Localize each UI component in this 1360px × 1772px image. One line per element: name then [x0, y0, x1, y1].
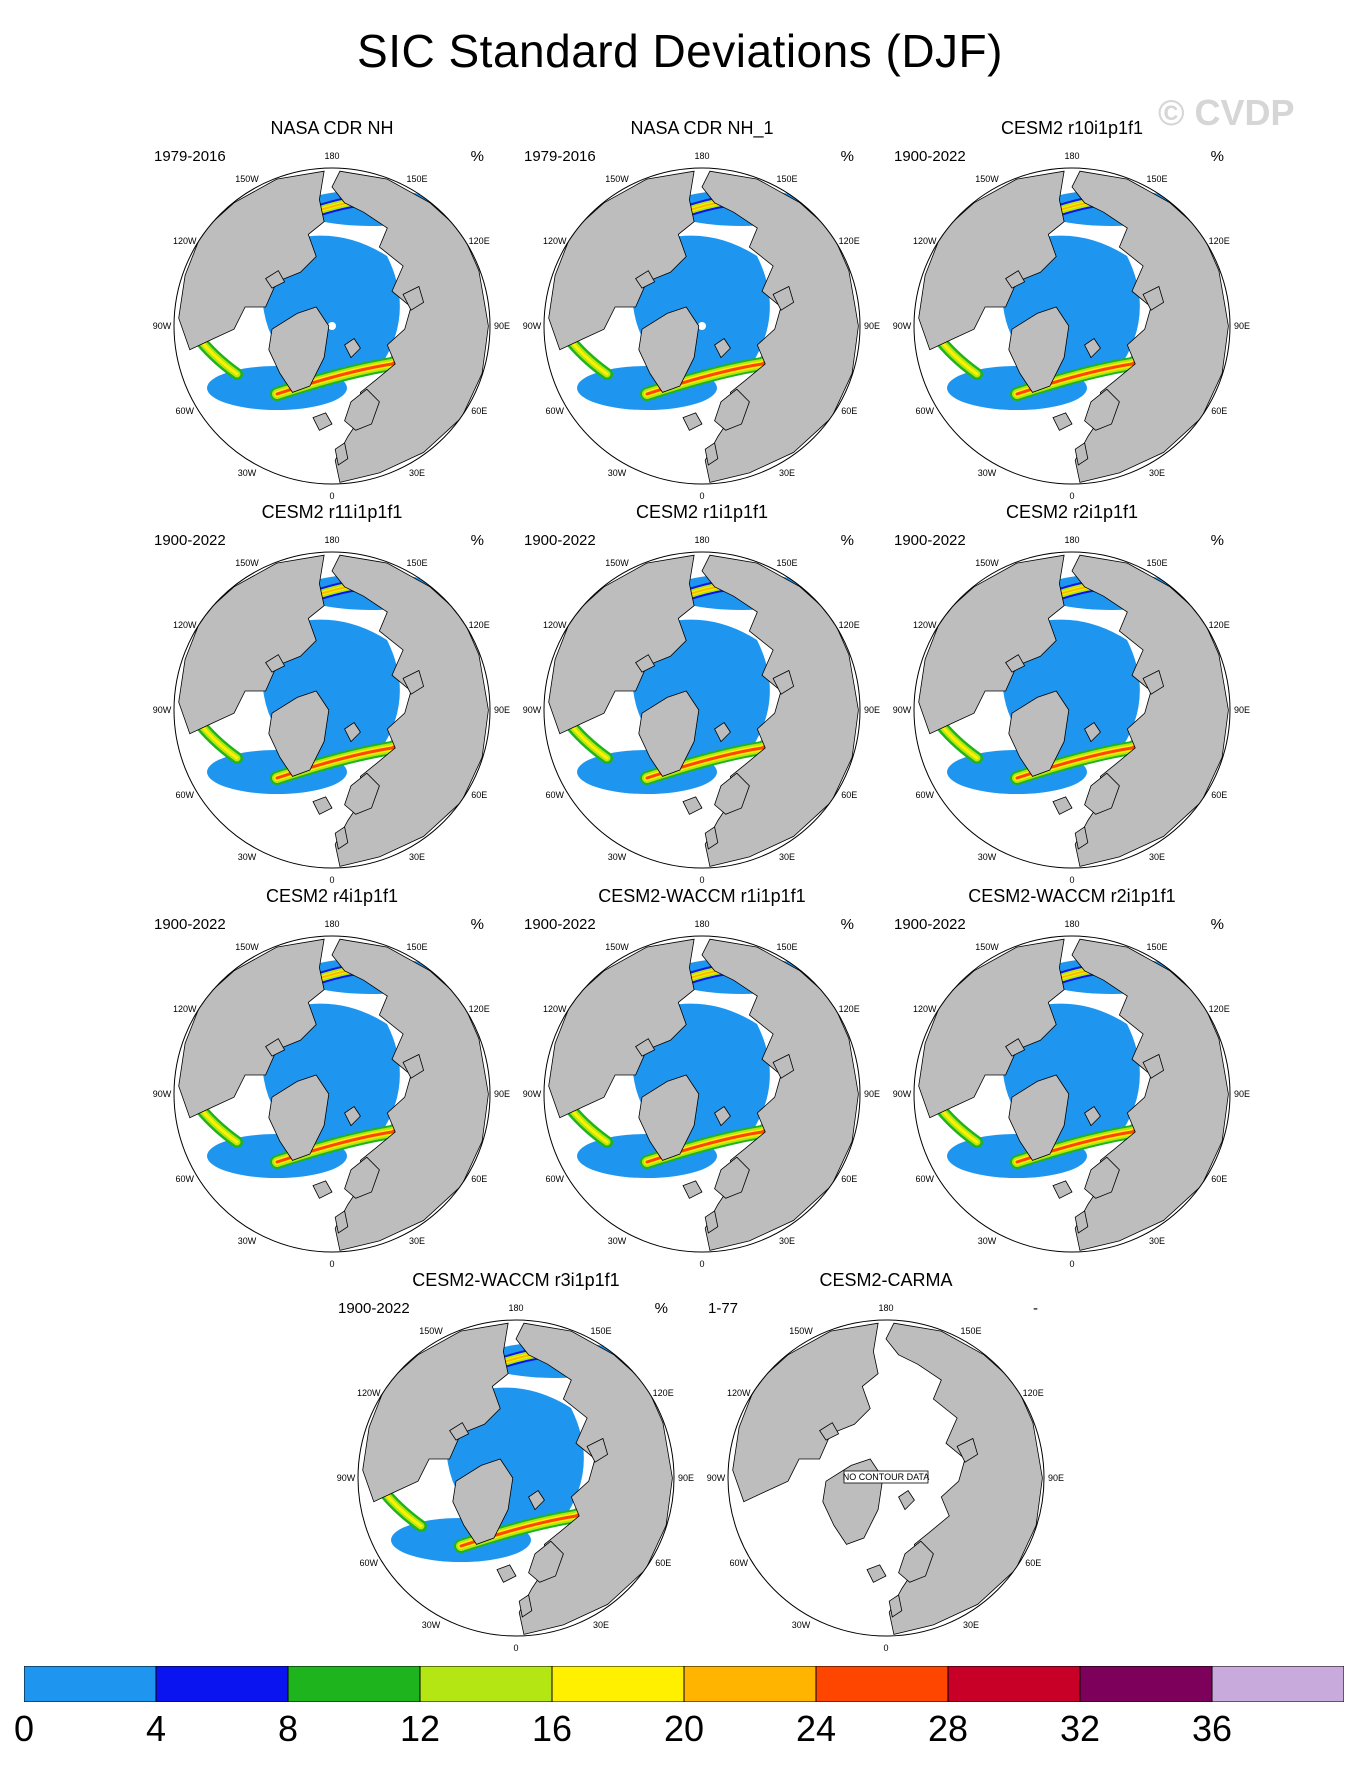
colorbar-bin: [156, 1666, 288, 1702]
lon-label: 30W: [977, 1236, 997, 1247]
lon-label: 150E: [406, 557, 428, 568]
lon-label: 150W: [605, 173, 629, 184]
lon-label: 90W: [522, 321, 542, 331]
lon-label: 60E: [471, 406, 488, 416]
lon-label: 30E: [778, 468, 796, 479]
lon-label: 0: [329, 875, 335, 885]
colorbar-bin: [1212, 1666, 1344, 1702]
lon-label: 30W: [237, 1236, 257, 1247]
map-panel: [522, 118, 882, 501]
lon-label: 30E: [1148, 1236, 1166, 1247]
lon-label: 120E: [652, 1388, 674, 1398]
colorbar-labels: [0, 1708, 1360, 1758]
lon-label: 120W: [543, 236, 567, 246]
lon-label: 30W: [421, 1620, 441, 1631]
lon-label: 0: [329, 1259, 335, 1269]
panel-title: CESM2 r1i1p1f1: [635, 502, 769, 522]
lon-label: 150W: [605, 557, 629, 568]
colorbar-tick-label: 0: [13, 1708, 35, 1749]
colorbar-tick-label: 12: [399, 1708, 441, 1749]
colorbar-bin: [288, 1666, 420, 1702]
lon-label: 180: [508, 1303, 524, 1313]
panel-title: CESM2 r11i1p1f1: [261, 502, 403, 522]
lon-label: 180: [694, 151, 710, 161]
lon-label: 30W: [977, 852, 997, 863]
map-panel: [522, 502, 882, 885]
lon-label: 0: [883, 1643, 889, 1653]
lon-label: 90E: [1047, 1473, 1065, 1483]
lon-label: 150E: [776, 173, 798, 184]
panel-years: 1900-2022: [154, 916, 226, 933]
lon-label: 0: [1069, 1259, 1075, 1269]
panel-units: %: [470, 148, 484, 165]
lon-label: 120W: [173, 236, 197, 246]
panel-years: 1979-2016: [154, 148, 226, 165]
lon-label: 30E: [408, 468, 426, 479]
lon-label: 150W: [975, 173, 999, 184]
lon-label: 150E: [1146, 941, 1168, 952]
lon-label: 150E: [406, 941, 428, 952]
lon-label: 150E: [776, 557, 798, 568]
panel-title: CESM2 r2i1p1f1: [1005, 502, 1139, 522]
panel-years: 1900-2022: [524, 532, 596, 549]
colorbar-bin: [420, 1666, 552, 1702]
lon-label: 90E: [863, 1089, 881, 1099]
lon-label: 30W: [237, 852, 257, 863]
lon-label: 30W: [977, 468, 997, 479]
lon-label: 90W: [522, 1089, 542, 1099]
map-body: [174, 552, 490, 868]
colorbar-tick-label: 4: [145, 1708, 167, 1749]
panel-years: 1900-2022: [894, 148, 966, 165]
lon-label: 180: [694, 919, 710, 929]
lon-label: 30W: [791, 1620, 811, 1631]
lon-label: 90E: [677, 1473, 695, 1483]
lon-label: 90E: [493, 1089, 511, 1099]
lon-label: 90E: [493, 705, 511, 715]
lon-label: 30E: [408, 1236, 426, 1247]
lon-label: 60E: [1025, 1558, 1042, 1568]
colorbar: [24, 1666, 1344, 1702]
lon-label: 150E: [1146, 557, 1168, 568]
lon-label: 120E: [468, 236, 490, 246]
lon-label: 120W: [727, 1388, 751, 1398]
lon-label: 150E: [960, 1325, 982, 1336]
panel-years: 1900-2022: [338, 1300, 410, 1317]
panel-title: CESM2 r10i1p1f1: [1000, 118, 1144, 138]
lon-label: 150W: [419, 1325, 443, 1336]
lon-label: 120W: [913, 620, 937, 630]
lon-label: 0: [699, 875, 705, 885]
lon-label: 30W: [607, 852, 627, 863]
lon-label: 120W: [173, 620, 197, 630]
lon-label: 90W: [522, 705, 542, 715]
lon-label: 180: [324, 535, 340, 545]
map-body: [544, 168, 860, 484]
lon-label: 0: [1069, 491, 1075, 501]
panel-title: CESM2 r4i1p1f1: [265, 886, 399, 906]
map-body: [544, 552, 860, 868]
lon-label: 30E: [962, 1620, 980, 1631]
colorbar-tick-label: 32: [1059, 1708, 1101, 1749]
lon-label: 150W: [235, 941, 259, 952]
lon-label: 150W: [235, 557, 259, 568]
lon-label: 60E: [841, 1174, 858, 1184]
colorbar-bin: [24, 1666, 156, 1702]
lon-label: 0: [513, 1643, 519, 1653]
colorbar-tick-label: 20: [663, 1708, 705, 1749]
lon-label: 60W: [915, 406, 935, 416]
colorbar-bin: [552, 1666, 684, 1702]
panel-years: 1900-2022: [894, 916, 966, 933]
panel-years: 1900-2022: [154, 532, 226, 549]
panel-units: -: [1033, 1300, 1038, 1317]
map-panel: [152, 118, 512, 501]
lon-label: 60E: [471, 1174, 488, 1184]
lon-label: 0: [699, 491, 705, 501]
panel-units: %: [840, 916, 854, 933]
lon-label: 60W: [545, 406, 565, 416]
lon-label: 30E: [778, 1236, 796, 1247]
panel-years: 1900-2022: [894, 532, 966, 549]
lon-label: 0: [699, 1259, 705, 1269]
lon-label: 120W: [543, 1004, 567, 1014]
lon-label: 150E: [590, 1325, 612, 1336]
panel-units: %: [840, 148, 854, 165]
map-panel: [892, 886, 1252, 1269]
lon-label: 90E: [1233, 321, 1251, 331]
no-data-label: NO CONTOUR DATA: [842, 1472, 930, 1482]
map-panel: [892, 502, 1252, 885]
map-panel: [152, 886, 512, 1269]
lon-label: 60W: [175, 790, 195, 800]
lon-label: 90E: [863, 705, 881, 715]
lon-label: 90W: [152, 705, 172, 715]
lon-label: 90E: [863, 321, 881, 331]
panel-title: CESM2-WACCM r2i1p1f1: [968, 886, 1176, 906]
lon-label: 120E: [1022, 1388, 1044, 1398]
map-body: [914, 936, 1230, 1252]
lon-label: 90W: [152, 1089, 172, 1099]
lon-label: 60E: [1211, 1174, 1228, 1184]
map-panel: [892, 118, 1252, 501]
lon-label: 120E: [1208, 620, 1230, 630]
lon-label: 180: [1064, 535, 1080, 545]
lon-label: 120W: [913, 1004, 937, 1014]
panel-years: 1-77: [708, 1300, 739, 1317]
lon-label: 90W: [336, 1473, 356, 1483]
lon-label: 60W: [545, 790, 565, 800]
lon-label: 60W: [175, 406, 195, 416]
panel-title: NASA CDR NH: [270, 118, 394, 138]
panel-units: %: [470, 916, 484, 933]
map-panel: [336, 1270, 696, 1653]
cvdp-watermark: © CVDP: [1158, 92, 1295, 133]
lon-label: 30E: [778, 852, 796, 863]
lon-label: 60E: [841, 790, 858, 800]
map-body: [174, 936, 490, 1252]
lon-label: 60E: [1211, 790, 1228, 800]
lon-label: 180: [694, 535, 710, 545]
lon-label: 150W: [605, 941, 629, 952]
lon-label: 150E: [1146, 173, 1168, 184]
lon-label: 60W: [915, 1174, 935, 1184]
lon-label: 120E: [838, 1004, 860, 1014]
panel-units: %: [1210, 532, 1224, 549]
lon-label: 60E: [655, 1558, 672, 1568]
panel-units: %: [1210, 916, 1224, 933]
lon-label: 120W: [543, 620, 567, 630]
colorbar-tick-label: 16: [531, 1708, 573, 1749]
colorbar-tick-label: 36: [1191, 1708, 1233, 1749]
colorbar-bin: [1080, 1666, 1212, 1702]
lon-label: 120W: [913, 236, 937, 246]
lon-label: 0: [329, 491, 335, 501]
colorbar-bin: [684, 1666, 816, 1702]
lon-label: 30E: [1148, 468, 1166, 479]
map-body: [174, 168, 490, 484]
lon-label: 180: [878, 1303, 894, 1313]
panel-units: %: [470, 532, 484, 549]
lon-label: 90E: [1233, 1089, 1251, 1099]
lon-label: 30W: [607, 1236, 627, 1247]
lon-label: 90W: [706, 1473, 726, 1483]
lon-label: 60E: [1211, 406, 1228, 416]
lon-label: 30E: [592, 1620, 610, 1631]
panel-title: CESM2-CARMA: [819, 1270, 953, 1290]
colorbar-tick-label: 8: [277, 1708, 299, 1749]
colorbar-tick-label: 24: [795, 1708, 837, 1749]
lon-label: 90W: [892, 1089, 912, 1099]
lon-label: 60W: [729, 1558, 749, 1568]
map-panel: [152, 502, 512, 885]
lon-label: 180: [1064, 151, 1080, 161]
panel-years: 1979-2016: [524, 148, 596, 165]
lon-label: 30E: [408, 852, 426, 863]
lon-label: 180: [324, 151, 340, 161]
lon-label: 90E: [493, 321, 511, 331]
map-body: [358, 1320, 674, 1636]
figure-title: SIC Standard Deviations (DJF): [357, 25, 1003, 77]
lon-label: 90E: [1233, 705, 1251, 715]
lon-label: 120E: [838, 620, 860, 630]
lon-label: 150W: [235, 173, 259, 184]
panel-title: CESM2-WACCM r1i1p1f1: [598, 886, 806, 906]
panel-years: 1900-2022: [524, 916, 596, 933]
lon-label: 90W: [892, 705, 912, 715]
lon-label: 120E: [838, 236, 860, 246]
panel-units: %: [840, 532, 854, 549]
lon-label: 120W: [173, 1004, 197, 1014]
lon-label: 120E: [468, 1004, 490, 1014]
colorbar-bin: [948, 1666, 1080, 1702]
lon-label: 60E: [471, 790, 488, 800]
lon-label: 30W: [237, 468, 257, 479]
map-panel: [706, 1270, 1066, 1653]
panel-units: %: [1210, 148, 1224, 165]
lon-label: 120E: [1208, 1004, 1230, 1014]
lon-label: 150E: [406, 173, 428, 184]
lon-label: 120E: [468, 620, 490, 630]
map-body: [544, 936, 860, 1252]
lon-label: 30W: [607, 468, 627, 479]
lon-label: 150E: [776, 941, 798, 952]
map-panel: [522, 886, 882, 1269]
lon-label: 180: [1064, 919, 1080, 929]
lon-label: 60W: [175, 1174, 195, 1184]
lon-label: 60W: [545, 1174, 565, 1184]
panel-title: NASA CDR NH_1: [630, 118, 774, 138]
lon-label: 60W: [359, 1558, 379, 1568]
lon-label: 120W: [357, 1388, 381, 1398]
lon-label: 120E: [1208, 236, 1230, 246]
lon-label: 60W: [915, 790, 935, 800]
lon-label: 180: [324, 919, 340, 929]
lon-label: 150W: [789, 1325, 813, 1336]
colorbar-tick-label: 28: [927, 1708, 969, 1749]
panel-units: %: [654, 1300, 668, 1317]
lon-label: 90W: [152, 321, 172, 331]
lon-label: 0: [1069, 875, 1075, 885]
lon-label: 150W: [975, 557, 999, 568]
lon-label: 90W: [892, 321, 912, 331]
lon-label: 150W: [975, 941, 999, 952]
panel-title: CESM2-WACCM r3i1p1f1: [412, 1270, 620, 1290]
map-body: [914, 552, 1230, 868]
lon-label: 60E: [841, 406, 858, 416]
map-body: [914, 168, 1230, 484]
lon-label: 30E: [1148, 852, 1166, 863]
colorbar-bin: [816, 1666, 948, 1702]
